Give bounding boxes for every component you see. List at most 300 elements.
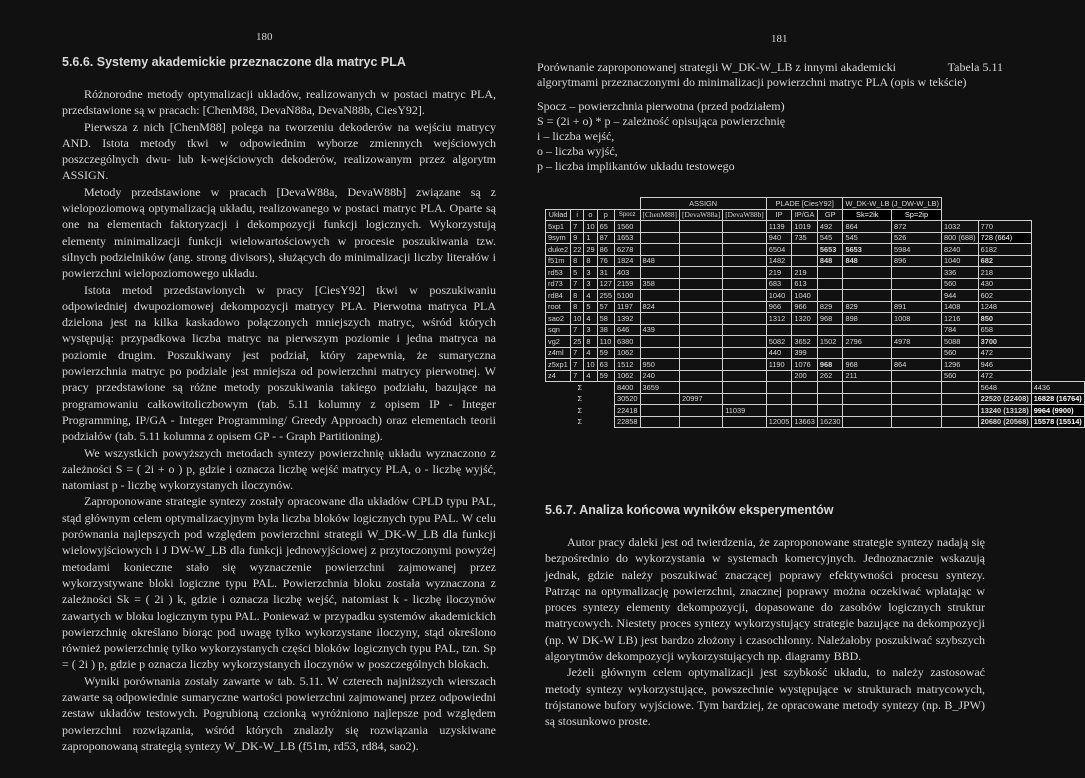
table-cell: 127 <box>597 278 614 290</box>
table-cell: 848 <box>843 255 892 267</box>
table-cell: i <box>571 209 584 221</box>
table-cell <box>723 290 767 302</box>
table-cell <box>891 393 941 405</box>
table-cell <box>941 393 978 405</box>
table-cell <box>640 347 680 359</box>
table-cell: 1032 <box>941 221 978 233</box>
table-cell: 58 <box>597 313 614 325</box>
table-cell: 22520 (22408) <box>978 393 1031 405</box>
paragraph: Istota metod przedstawionych w pracy [CiesY92] tkwi w poszukiwaniu odpowiedniej dwupoziomowej dekompozycji matrycy PLA. Pierwotna matryca PLA dzielona jest na kilka kaskadowo połączonych mniejszych matryc, wśród których występują: przypadkowa liczba matryc na pierwszym poziomie i jedna matryca na poziomie drugim. Poszukiwany jest podział, który zapewnia, że sumaryczna powierzchnia matryc po podziale jest mniejsza od powierzchni matrycy pierwotnej. W pracy przedstawione są różne metody poszukiwania takiego podziału, bazujące na programowaniu całkowitoliczbowym (tab. 5.11 kolumny z opisem IP - Integer Programming, IP/GA - Integer Programming/ Greedy Approach) oraz elementach teorii podziałów (tab. 5.11 kolumna z opisem GP - - Graph Partitioning). <box>62 282 496 444</box>
table-cell <box>723 324 767 336</box>
section-heading-566: 5.6.6. Systemy akademickie przeznaczone dla matryc PLA <box>62 55 406 69</box>
table-cell: 59 <box>597 370 614 382</box>
table-cell <box>891 405 941 417</box>
table-cell: 891 <box>891 301 941 313</box>
table-cell: IP <box>766 209 792 221</box>
table-cell <box>640 267 680 279</box>
table-cell: 336 <box>941 267 978 279</box>
table-cell <box>680 405 723 417</box>
table-cell <box>792 244 818 256</box>
paragraph: Wyniki porównania zostały zawarte w tab. 5.11. W czterech najniższych wierszach zawarte są odpowiednie sumaryczne wartości powierzchni zajmowanej przez odpowiedni zestaw układów testowych. Pogrubioną czcionką wyróżniono najlepsze pod względem powierzchni rozwiązania, wśród których znalazły się rozwiązania uzyskiwane zaproponowaną strategią syntezy W_DK-W_LB (f51m, rd53, rd84, sao2). <box>62 673 496 753</box>
table-cell: Spocz <box>614 209 640 221</box>
table-cell <box>766 405 792 417</box>
table-cell: 3 <box>584 267 597 279</box>
table-cell: 560 <box>941 278 978 290</box>
table-cell: 5 <box>571 267 584 279</box>
table-cell: 65 <box>597 221 614 233</box>
table-cell <box>640 405 680 417</box>
table-cell: 1392 <box>614 313 640 325</box>
table-cell <box>723 221 767 233</box>
table-group-row <box>546 198 1085 210</box>
table-cell: 5xp1 <box>546 221 571 233</box>
left-page <box>62 55 496 754</box>
table-cell: 646 <box>614 324 640 336</box>
table-cell: 966 <box>792 301 818 313</box>
table-cell: 5100 <box>614 290 640 302</box>
table-cell <box>546 198 641 210</box>
table-sum-row <box>546 416 1085 428</box>
table-cell: 1502 <box>817 336 843 348</box>
table-cell: 1040 <box>941 255 978 267</box>
table-cell: 800 (688) <box>941 232 978 244</box>
table-cell: duke2 <box>546 244 571 256</box>
table-cell <box>680 347 723 359</box>
table-cell: IP/GA <box>792 209 818 221</box>
table-cell: 8 <box>584 255 597 267</box>
table-cell <box>640 232 680 244</box>
table-cell: W_DK-W_LB (J_DW-W_LB) <box>843 198 942 210</box>
table-cell: 1320 <box>792 313 818 325</box>
table-cell: 3 <box>584 324 597 336</box>
table-cell: 218 <box>978 267 1031 279</box>
table-cell: 358 <box>640 278 680 290</box>
table-sum-row <box>546 393 1085 405</box>
table-cell: Układ <box>546 209 571 221</box>
table-row <box>546 313 1085 325</box>
table-cell <box>640 416 680 428</box>
table-cell: 25 <box>571 336 584 348</box>
table-cell: 4 <box>584 370 597 382</box>
table-cell <box>640 313 680 325</box>
table-cell <box>680 370 723 382</box>
table-cell: 1062 <box>614 347 640 359</box>
left-body <box>62 86 496 754</box>
symbol-definitions <box>537 99 1003 174</box>
table-cell: 8 <box>571 301 584 313</box>
table-cell: [ChenM88] <box>640 209 680 221</box>
section-heading-567: 5.6.7. Analiza końcowa wyników eksperymentów <box>545 503 834 517</box>
table-cell: 7 <box>571 347 584 359</box>
table-cell: 5653 <box>843 244 892 256</box>
table-cell: 850 <box>978 313 1031 325</box>
table-cell: 219 <box>766 267 792 279</box>
table-cell: 9 <box>571 232 584 244</box>
table-cell: 7 <box>571 370 584 382</box>
table-row <box>546 221 1085 233</box>
table-cell: 29 <box>584 244 597 256</box>
table-cell: 1 <box>584 232 597 244</box>
table-cell: 472 <box>978 347 1031 359</box>
table-cell: 1019 <box>792 221 818 233</box>
table-cell: 5984 <box>891 244 941 256</box>
table-cell <box>843 290 892 302</box>
table-row <box>546 359 1085 371</box>
table-cell: 30520 <box>614 393 640 405</box>
table-cell: 1296 <box>941 359 978 371</box>
table-row <box>546 301 1085 313</box>
table-cell: 6380 <box>614 336 640 348</box>
table-cell: 4 <box>584 347 597 359</box>
table-cell <box>723 255 767 267</box>
table-cell: 86 <box>597 244 614 256</box>
table-cell: 15578 (15514) <box>1031 416 1084 428</box>
table-cell: 2159 <box>614 278 640 290</box>
table-cell <box>941 405 978 417</box>
table-cell: 968 <box>817 359 843 371</box>
table-cell: 1248 <box>978 301 1031 313</box>
paragraph: Różnorodne metody optymalizacji układów, realizowanych w postaci matryc PLA, przedstawione są w pracach: [ChenM88, DevaN88a, DevaN88b, CiesY92]. <box>62 87 496 118</box>
table-cell: 968 <box>817 313 843 325</box>
table-cell: 682 <box>978 255 1031 267</box>
table-cell: 560 <box>941 347 978 359</box>
table-cell <box>680 290 723 302</box>
table-cell: 4436 <box>1031 382 1084 394</box>
table-cell: 87 <box>597 232 614 244</box>
table-cell: 5648 <box>978 382 1031 394</box>
table-cell <box>817 347 843 359</box>
table-cell: 8 <box>571 290 584 302</box>
table-cell <box>680 255 723 267</box>
section-567-body <box>545 534 985 730</box>
table-cell: 16828 (16764) <box>1031 393 1084 405</box>
table-cell: 38 <box>597 324 614 336</box>
table-cell <box>640 290 680 302</box>
table-cell <box>843 393 892 405</box>
table-cell <box>843 382 892 394</box>
paragraph: Zaproponowane strategie syntezy zostały opracowane dla układów CPLD typu PAL, stąd głównym celem optymalizacyjnym była liczba bloków logicznych typu PAL. W celu porównania najlepszych pod względem powierzchni strategii W_DK-W_LB dla funkcji wielowyjściowych i J DW-W_LB dla funkcji jednowyjściowej z przytoczonymi powyżej metodami konieczne stało się wyznaczenie powierzchni zajmowanej przez wykorzystywane bloki logiczne typu PAL. Powierzchnia bloku została wyznaczona z zależności Sk = ( 2i ) k, gdzie i oznacza liczbę wejść, natomiast k - liczbę iloczynów zawartych w bloku logicznym typu PAL. Ponieważ w przypadku systemów akademickich powierzchnię określano biorąc pod uwagę tylko wykorzystane iloczyny, stąd określono również powierzchnię tylko wykorzystanych części bloków logicznych typu PAL, tzn. Sp = ( 2i ) p, gdzie p oznacza liczby wykorzystanych iloczynów w poszczególnych blokach. <box>62 494 496 672</box>
table-cell: 4 <box>584 313 597 325</box>
table-row <box>546 324 1085 336</box>
table-cell <box>723 359 767 371</box>
table-row <box>546 255 1085 267</box>
table-cell: 7 <box>571 278 584 290</box>
table-cell: 560 <box>941 370 978 382</box>
table-cell: 545 <box>843 232 892 244</box>
table-cell: 1197 <box>614 301 640 313</box>
table-cell: Sk=2ik <box>843 209 892 221</box>
table-cell <box>680 324 723 336</box>
table-cell: 10 <box>571 313 584 325</box>
table-cell: sqn <box>546 324 571 336</box>
table-cell: 950 <box>640 359 680 371</box>
table-cell: Σ <box>577 394 583 404</box>
table-cell <box>766 393 792 405</box>
table-row <box>546 267 1085 279</box>
table-cell: 219 <box>792 267 818 279</box>
table-5-11 <box>545 197 1085 428</box>
table-cell <box>640 336 680 348</box>
table-cell <box>723 336 767 348</box>
paragraph: Autor pracy daleki jest od twierdzenia, że zaproponowane strategie syntezy nadają się bezpośrednio do wykorzystania w systemach komercyjnych. Jednoznacznie wskazują jednak, gdzie należy poszukiwać znaczącej poprawy efektywności procesu syntezy. Patrząc na optymalizację powierzchni, znacznej poprawy można oczekiwać wpłatając w proces syntezy elementy dekompozycji, dopasowane do zasobów logicznych struktur matrycowych. Niestety proces syntezy wykorzystujący strategie bazujące na dekompozycji (np. W DK-W LB) jest bardzo złożony i czasochłonny. Należałoby poszukiwać szybszych algorytmów dekompozycji wykorzystujących np. diagramy BBD. <box>545 535 985 664</box>
table-cell: 2796 <box>843 336 892 348</box>
table-cell <box>723 382 767 394</box>
table-cell: Σ <box>577 405 583 415</box>
table-cell <box>891 290 941 302</box>
table-cell: [DevaW88b] <box>723 209 767 221</box>
table-cell <box>723 232 767 244</box>
table-cell: 200 <box>792 370 818 382</box>
table-cell: 22418 <box>614 405 640 417</box>
table-cell: 1190 <box>766 359 792 371</box>
table-cell: 3700 <box>978 336 1031 348</box>
table-caption <box>537 60 1003 89</box>
table-cell: 898 <box>843 313 892 325</box>
table-cell: 824 <box>640 301 680 313</box>
table-cell: 472 <box>978 370 1031 382</box>
comparison-table <box>545 197 1082 428</box>
table-cell <box>723 244 767 256</box>
table-cell: 211 <box>843 370 892 382</box>
table-cell <box>680 313 723 325</box>
table-cell <box>792 393 818 405</box>
table-cell <box>640 393 680 405</box>
definition-line: p – liczba implikantów układu testowego <box>537 159 735 173</box>
table-cell: 5 <box>584 301 597 313</box>
table-cell: 12005 <box>766 416 792 428</box>
table-cell: 399 <box>792 347 818 359</box>
table-cell <box>680 267 723 279</box>
table-cell: vg2 <box>546 336 571 348</box>
table-cell: 76 <box>597 255 614 267</box>
table-cell: 6182 <box>978 244 1031 256</box>
table-cell: 439 <box>640 324 680 336</box>
table-cell <box>817 405 843 417</box>
table-cell <box>843 416 892 428</box>
table-cell: 770 <box>978 221 1031 233</box>
table-cell <box>891 324 941 336</box>
table-cell: 5082 <box>766 336 792 348</box>
table-row <box>546 336 1085 348</box>
table-cell: 1076 <box>792 359 818 371</box>
table-cell: GP <box>817 209 843 221</box>
table-cell: 864 <box>843 221 892 233</box>
table-cell: 262 <box>817 370 843 382</box>
table-cell: 403 <box>614 267 640 279</box>
table-cell <box>817 290 843 302</box>
table-cell: 6278 <box>614 244 640 256</box>
table-cell: rd73 <box>546 278 571 290</box>
table-cell: 7 <box>571 221 584 233</box>
definition-line: Spocz – powierzchnia pierwotna (przed podziałem) <box>537 99 785 113</box>
table-cell: 255 <box>597 290 614 302</box>
table-cell: root <box>546 301 571 313</box>
table-cell: p <box>597 209 614 221</box>
table-cell <box>941 416 978 428</box>
table-cell <box>640 244 680 256</box>
table-cell <box>792 405 818 417</box>
table-cell: 946 <box>978 359 1031 371</box>
table-sum-row <box>546 405 1085 417</box>
table-cell <box>792 324 818 336</box>
table-cell: 613 <box>792 278 818 290</box>
table-cell: 430 <box>978 278 1031 290</box>
table-cell: 1008 <box>891 313 941 325</box>
table-cell: 240 <box>640 370 680 382</box>
table-cell: 784 <box>941 324 978 336</box>
table-cell: 20997 <box>680 393 723 405</box>
table-cell: 440 <box>766 347 792 359</box>
table-cell: 1653 <box>614 232 640 244</box>
table-cell <box>640 221 680 233</box>
table-cell: 16230 <box>817 416 843 428</box>
definition-line: S = (2i + o) * p – zależność opisująca powierzchnię <box>537 114 786 128</box>
table-cell: rd53 <box>546 267 571 279</box>
table-cell <box>766 370 792 382</box>
table-cell: 3652 <box>792 336 818 348</box>
table-cell: 968 <box>843 359 892 371</box>
table-cell: z5xp1 <box>546 359 571 371</box>
table-row <box>546 278 1085 290</box>
table-cell <box>680 232 723 244</box>
table-cell <box>723 301 767 313</box>
table-cell <box>680 416 723 428</box>
table-cell: 1824 <box>614 255 640 267</box>
table-cell <box>723 370 767 382</box>
table-cell: 848 <box>817 255 843 267</box>
table-cell: 1408 <box>941 301 978 313</box>
table-cell: 545 <box>817 232 843 244</box>
table-cell: 1512 <box>614 359 640 371</box>
table-cell: 59 <box>597 347 614 359</box>
table-cell: 602 <box>978 290 1031 302</box>
table-cell: 4 <box>584 290 597 302</box>
table-cell <box>723 393 767 405</box>
table-cell: 848 <box>640 255 680 267</box>
table-cell: 7 <box>571 359 584 371</box>
table-cell: 1216 <box>941 313 978 325</box>
table-cell <box>843 278 892 290</box>
table-cell <box>723 347 767 359</box>
page-number-right: 181 <box>771 33 788 45</box>
table-cell: 8240 <box>941 244 978 256</box>
table-cell: 1040 <box>766 290 792 302</box>
table-cell <box>680 382 723 394</box>
right-page <box>537 60 1003 174</box>
table-cell: 5653 <box>817 244 843 256</box>
table-cell <box>843 405 892 417</box>
table-cell: ASSIGN <box>640 198 766 210</box>
table-cell: 1040 <box>792 290 818 302</box>
table-cell <box>891 278 941 290</box>
table-cell <box>723 313 767 325</box>
table-cell: 1139 <box>766 221 792 233</box>
table-cell <box>680 301 723 313</box>
paragraph: We wszystkich powyższych metodach syntezy powierzchnię układu wyznaczono z zależności S = ( 2i + o ) p, gdzie i oznacza liczbę wejść matrycy PLA, o - liczbę wyjść, natomiast p - liczbę wykorzystanych iloczynów. <box>62 445 496 493</box>
paragraph: Pierwsza z nich [ChenM88] polega na tworzeniu dekoderów na wejściu matrycy AND. Istota metody tkwi w odpowiednim wyborze zmiennych wejściowych poszczególnych dwu- lub k-wejściowych dekoderów, realizowanym przez algorytm ASSIGN. <box>62 119 496 183</box>
table-cell: 11039 <box>723 405 767 417</box>
table-cell: 63 <box>597 359 614 371</box>
table-cell <box>817 382 843 394</box>
table-cell: sao2 <box>546 313 571 325</box>
table-header-row <box>546 209 1085 221</box>
table-row <box>546 232 1085 244</box>
table-cell: 896 <box>891 255 941 267</box>
table-cell: 6504 <box>766 244 792 256</box>
table-cell: 10 <box>584 359 597 371</box>
table-sum-row <box>546 382 1085 394</box>
table-cell <box>891 370 941 382</box>
table-caption-text: Porównanie zaproponowanej strategii W_DK-W_LB z innymi akademicki algorytmami przeznaczonymi do minimalizacji powierzchni matryc PLA (opis w tekście) <box>537 60 967 89</box>
table-cell: 829 <box>843 301 892 313</box>
table-cell <box>723 416 767 428</box>
table-cell: Sp=2ip <box>891 209 941 221</box>
table-cell: 829 <box>817 301 843 313</box>
table-cell: 864 <box>891 359 941 371</box>
table-cell: 9sym <box>546 232 571 244</box>
table-cell: 13663 <box>792 416 818 428</box>
table-cell <box>891 416 941 428</box>
table-cell: [DevaW88a] <box>680 209 723 221</box>
table-cell: 683 <box>766 278 792 290</box>
table-cell <box>792 255 818 267</box>
table-cell <box>680 244 723 256</box>
table-cell <box>843 324 892 336</box>
table-cell: Σ <box>577 417 583 427</box>
table-cell: Σ <box>577 383 583 392</box>
table-cell: 7 <box>571 324 584 336</box>
section-567 <box>545 503 985 730</box>
table-cell: 22 <box>571 244 584 256</box>
table-cell: 110 <box>597 336 614 348</box>
table-cell: 735 <box>792 232 818 244</box>
table-cell: 1312 <box>766 313 792 325</box>
table-cell: 872 <box>891 221 941 233</box>
table-cell: 3659 <box>640 382 680 394</box>
table-cell: o <box>584 209 597 221</box>
table-cell <box>817 393 843 405</box>
table-cell <box>891 267 941 279</box>
table-cell: 492 <box>817 221 843 233</box>
paragraph: Metody przedstawione w pracach [DevaW88a, DevaW88b] związane są z wielopoziomową optymalizacją układu, realizowanego w postaci matryc PLA. Oparte są one na elementach faktoryzacji i dekompozycji funkcji logicznych. Wykorzystują elementy minimalizacji funkcji wielowartościowych w procesie poszukiwania tzw. silnych podzielników (ang. strong divisors), służących do minimalizacji liczby literałów i powierzchni wielopoziomowego układu. <box>62 184 496 281</box>
table-cell: 20680 (20568) <box>978 416 1031 428</box>
table-cell <box>817 267 843 279</box>
table-cell <box>817 324 843 336</box>
table-cell <box>891 347 941 359</box>
table-cell <box>843 347 892 359</box>
table-cell: rd84 <box>546 290 571 302</box>
table-cell: z4 <box>546 370 571 382</box>
table-row <box>546 347 1085 359</box>
definition-line: o – liczba wyjść, <box>537 144 618 158</box>
table-cell: 8 <box>571 255 584 267</box>
table-cell <box>723 267 767 279</box>
table-cell: 658 <box>978 324 1031 336</box>
table-cell: 31 <box>597 267 614 279</box>
table-cell: 1062 <box>614 370 640 382</box>
table-number: Tabela 5.11 <box>947 60 1003 74</box>
table-cell <box>941 382 978 394</box>
table-row <box>546 290 1085 302</box>
table-cell <box>680 278 723 290</box>
table-row <box>546 370 1085 382</box>
table-cell: f51m <box>546 255 571 267</box>
table-cell <box>680 221 723 233</box>
table-cell: 9964 (9900) <box>1031 405 1084 417</box>
table-cell <box>723 278 767 290</box>
table-cell <box>766 382 792 394</box>
table-cell: 13240 (13128) <box>978 405 1031 417</box>
